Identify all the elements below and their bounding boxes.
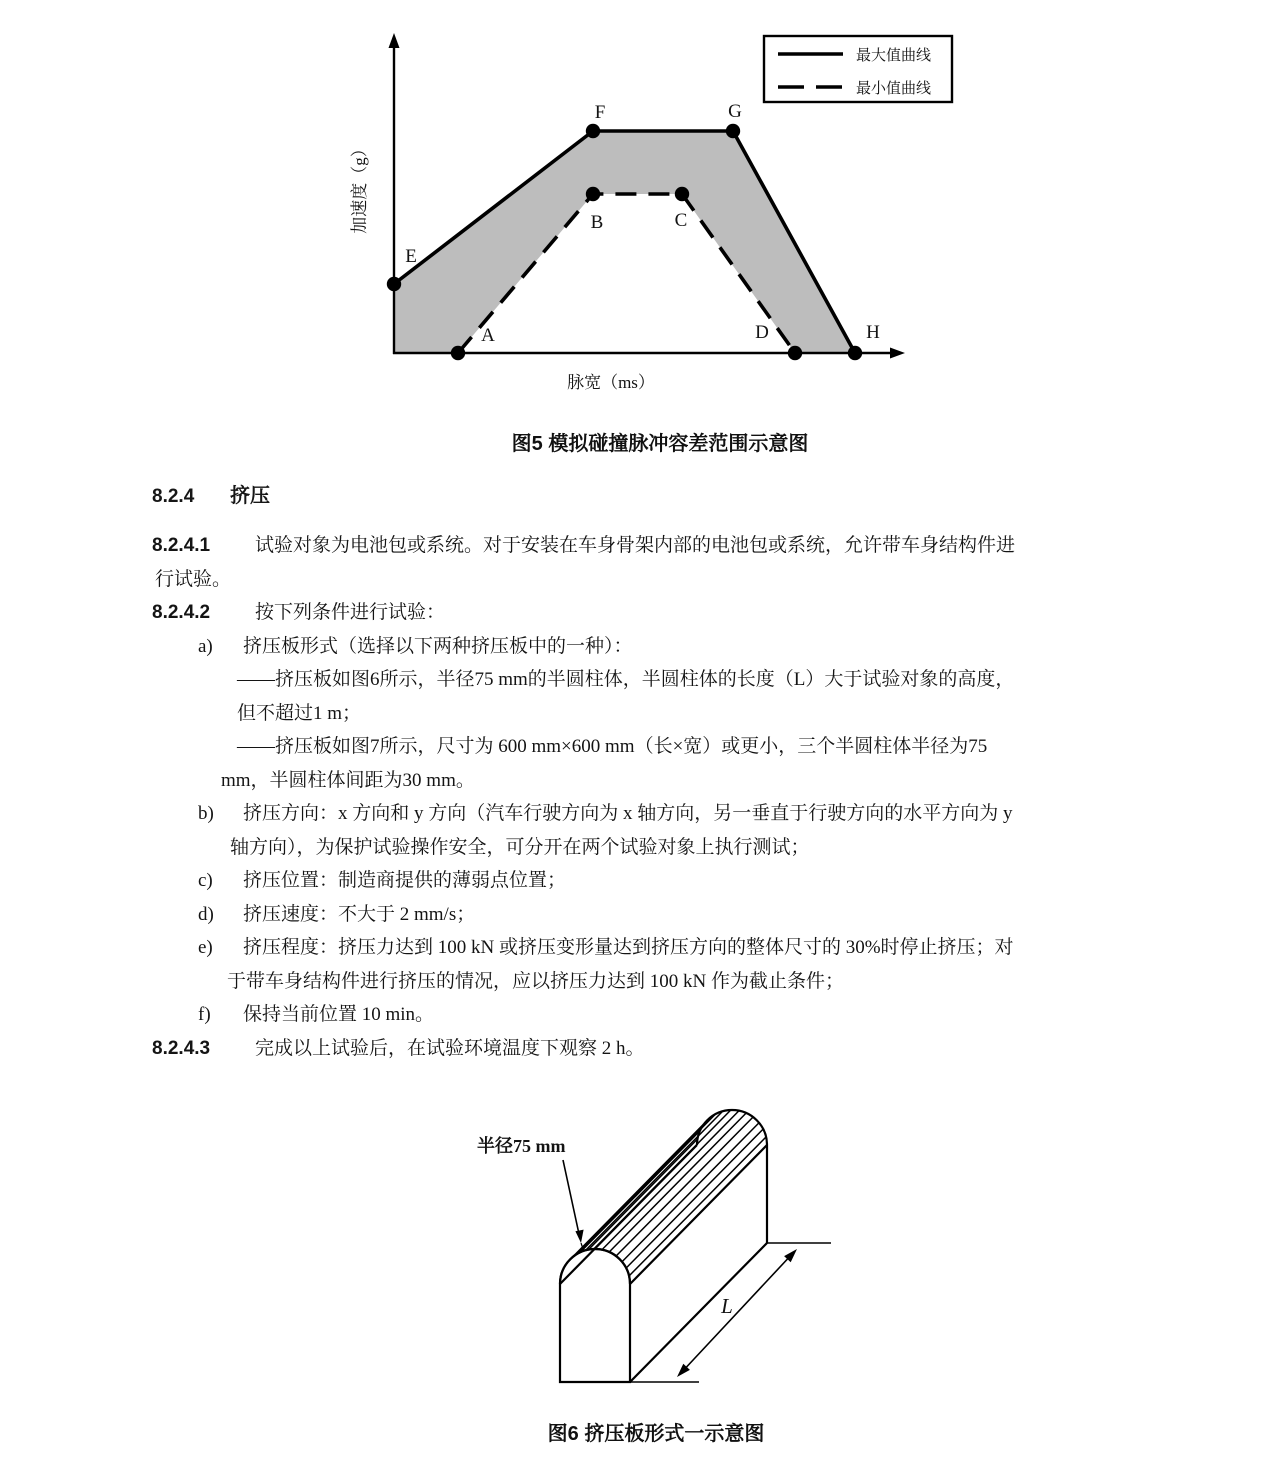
list-item-d [152,898,1132,932]
point-label-d: D [755,322,769,343]
list-item-b-line1 [152,797,1132,831]
paragraph-8242 [152,596,1132,630]
point-label-e: E [405,246,417,267]
dash-item-2-line1: ——挤压板如图7所示，尺寸为 600 mm×600 mm（长×宽）或更小，三个半圆柱体半径为75 [237,736,988,757]
dash-item-1-line2: 但不超过1 m； [237,702,362,724]
section-title: 挤压 [230,485,270,507]
figure6-svg [450,1085,850,1397]
list-text: 挤压速度：不大于 2 mm/s； [243,903,476,925]
list-label-d: d) [198,903,214,925]
point-label-f: F [594,102,606,123]
point-label-g: G [728,101,742,122]
point-label-c: C [674,210,688,231]
list-label-e: e) [198,937,213,958]
list-item-f [152,998,1132,1032]
list-label-a: a) [198,635,213,657]
clause-number: 8.2.4.3 [152,1037,211,1059]
radius-leader-line [563,1160,579,1234]
list-text: 保持当前位置 10 min。 [243,1004,435,1025]
list-label-f: f) [198,1004,211,1025]
list-text: 挤压方向：x 方向和 y 方向（汽车行驶方向为 x 轴方向，另一垂直于行驶方向的水平方向为 y [243,803,1013,824]
list-label-c: c) [198,870,213,891]
paragraph-8243 [152,1032,1132,1066]
section-body [152,529,1132,1065]
clause-text: 按下列条件进行试验： [255,602,446,623]
figure5-svg [340,18,965,402]
legend-min-label: 最小值曲线 [856,81,932,97]
chart-legend [764,36,952,102]
data-point-g [726,124,740,138]
list-item-c [152,864,1132,898]
y-axis-title: 加速度（g） [350,140,369,234]
point-label-b: B [590,212,604,233]
tolerance-band-fill [394,131,855,353]
clause-number: 8.2.4.2 [152,602,211,623]
paragraph-8241-line1 [152,529,1132,563]
legend-max-label: 最大值曲线 [856,48,932,64]
figure5-chart [340,18,965,402]
figure6-caption: 图6 挤压板形式一示意图 [547,1423,765,1445]
point-label-a: A [481,325,495,346]
list-item-b-line2: 轴方向），为保护试验操作安全，可分开在两个试验对象上执行测试； [230,836,810,858]
x-axis-title: 脉宽（ms） [567,373,655,392]
list-text: 挤压程度：挤压力达到 100 kN 或挤压变形量达到挤压方向的整体尺寸的 30%时停止挤压；对 [243,937,1014,958]
list-label-b: b) [198,803,214,824]
data-point-c [675,187,689,201]
data-point-h [848,346,862,360]
radius-arrow-icon [575,1230,583,1243]
paragraph-8241-line2: 行试验。 [155,568,232,590]
clause-text: 完成以上试验后，在试验环境温度下观察 2 h。 [255,1037,645,1059]
length-label: L [721,1294,733,1318]
list-text: 挤压位置：制造商提供的薄弱点位置； [243,870,567,891]
data-point-a [451,346,465,360]
clause-text: 试验对象为电池包或系统。对于安装在车身骨架内部的电池包或系统，允许带车身结构件进 [255,535,1016,556]
clause-number: 8.2.4.1 [152,535,211,556]
list-text: 挤压板形式（选择以下两种挤压板中的一种）： [243,635,633,657]
list-item-a [152,630,1132,664]
figure5-caption: 图5 模拟碰撞脉冲容差范围示意图 [511,433,809,455]
dash-item-1-line1: ——挤压板如图6所示，半径75 mm的半圆柱体，半圆柱体的长度（L）大于试验对象的高度， [237,669,1015,690]
section-number: 8.2.4 [152,486,195,507]
point-label-h: H [866,322,880,343]
data-point-d [788,346,802,360]
y-axis-arrow-icon [389,33,400,48]
figure6-diagram [450,1085,850,1397]
x-axis-arrow-icon [890,348,905,359]
radius-label: 半径75 mm [477,1136,566,1156]
data-point-f [586,124,600,138]
section-heading [152,482,270,510]
list-item-e-line2: 于带车身结构件进行挤压的情况，应以挤压力达到 100 kN 作为截止条件； [227,970,844,992]
data-point-b [586,187,600,201]
list-item-e-line1 [152,931,1132,965]
dash-item-2-line2: mm，半圆柱体间距为30 mm。 [221,769,475,791]
data-point-e [387,277,401,291]
